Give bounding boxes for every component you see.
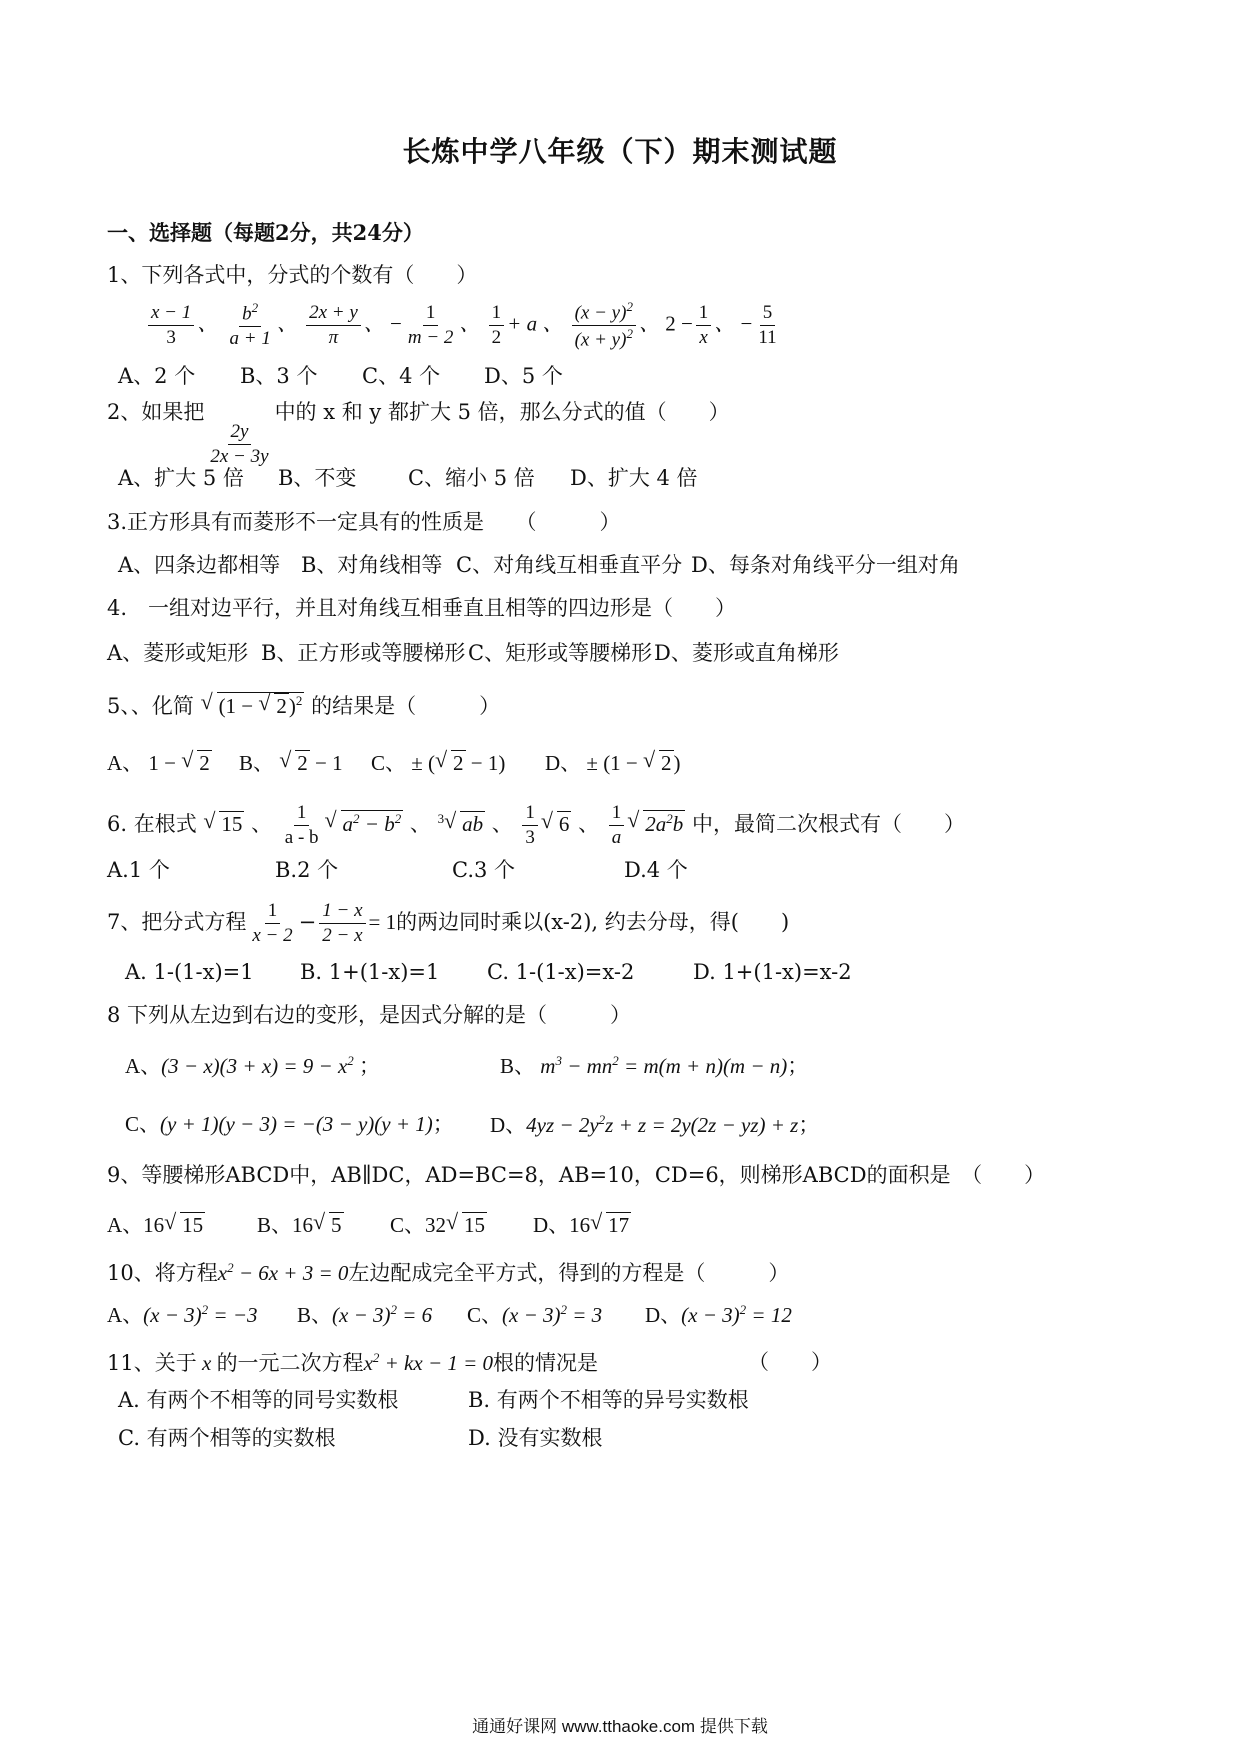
option-c: C、32√ 15	[390, 1212, 533, 1238]
question-11-paren: （ ）	[748, 1350, 832, 1374]
option-b: B、不变	[278, 466, 357, 490]
question-11-option-b: B. 有两个不相等的异号实数根	[468, 1388, 749, 1412]
question-2-options	[118, 466, 698, 491]
option-c: C、矩形或等腰梯形	[468, 641, 653, 665]
option-d: D、 ± (1 − √ 2)	[545, 750, 681, 776]
question-9-options	[107, 1212, 631, 1238]
option-b: B、3 个	[240, 364, 318, 388]
question-5-stem: 5、、化简 √ (1 − √ 2)$^2$ 的结果是（ ）	[107, 692, 500, 719]
option-a: A、扩大 5 倍	[118, 466, 244, 490]
option-b: B、 √ 2 − 1	[239, 750, 371, 776]
option-d: D、$(x - 3)^2 = 12$	[645, 1302, 792, 1327]
option-c: C、缩小 5 倍	[408, 466, 535, 490]
question-11-option-c: C. 有两个相等的实数根	[118, 1426, 336, 1450]
option-b: B. 1+(1-x)=1	[300, 960, 440, 984]
question-5-options	[107, 750, 681, 776]
question-1-expressions: $\frac{x - 1}{3}$ 、 $\frac{b^2}{a + 1}$ 、 $\frac{2x + y}{\pi}$ 、 − $\frac{1}{m - 2}$ 、 $\frac{1}{2}$ + a 、 $\frac{(x - y)^2}{(x + y)^2}$ 、 2 − $\frac{1}{x}$ 、 − $\frac{5}{11}$	[145, 300, 783, 351]
option-a: A、 1 − √ 2	[107, 750, 239, 776]
option-a: A、16√ 15	[107, 1212, 257, 1238]
question-4-options	[107, 641, 839, 666]
option-a: A、2 个	[118, 364, 196, 388]
option-a: A、$(x - 3)^2 = -3$	[107, 1302, 258, 1327]
option-d: D、菱形或直角梯形	[654, 641, 839, 665]
option-d: D、每条对角线平分一组对角	[691, 553, 960, 577]
option-d: D、16√ 17	[533, 1212, 631, 1238]
question-8-option-b: B、 $m^3 - mn^2 = m(m + n)(m - n)$；	[500, 1053, 809, 1078]
question-7-stem: 7、把分式方程 $\frac{1}{x - 2}$ − $\frac{1 - x}{2 - x}$ = 1的两边同时乘以(x-2), 约去分母，得( )	[107, 900, 790, 946]
option-b: B、对角线相等	[301, 553, 443, 577]
option-c: C、对角线互相垂直平分	[456, 553, 683, 577]
question-10-stem: 10、将方程$x^2 - 6x + 3 = 0$左边配成完全平方式，得到的方程是（ ）	[107, 1260, 790, 1285]
option-b: B、$(x - 3)^2 = 6$	[297, 1302, 433, 1327]
question-1-options	[118, 364, 563, 389]
question-2-stem: 2、如果把 $\frac{2y}{2x - 3y}$ 中的 x 和 y 都扩大 5 倍，那么分式的值（ ）	[107, 400, 730, 467]
question-7-options	[125, 960, 852, 985]
option-b: B、正方形或等腰梯形	[261, 641, 466, 665]
option-c: C、4 个	[362, 364, 441, 388]
footer-credit: 通通好课网 www.tthaoke.com 提供下载	[472, 1717, 768, 1736]
question-11-stem: 11、关于 x 的一元二次方程$x^2$ + kx − 1 = 0根的情况是	[107, 1350, 599, 1375]
question-3-options	[118, 553, 960, 578]
option-c: C.3 个	[452, 858, 516, 882]
question-8-stem: 8 下列从左边到右边的变形，是因式分解的是（ ）	[107, 1003, 632, 1027]
question-11-option-d: D. 没有实数根	[468, 1426, 603, 1450]
question-11-option-a: A. 有两个不相等的同号实数根	[118, 1388, 399, 1412]
option-a: A、菱形或矩形	[107, 641, 249, 665]
option-d: D、扩大 4 倍	[570, 466, 698, 490]
option-b: B.2 个	[275, 858, 339, 882]
question-4-stem: 4. 一组对边平行，并且对角线互相垂直且相等的四边形是（ ）	[107, 596, 737, 620]
question-8-option-a: A、$(3 - x)(3 + x) = 9 - x^2$ ；	[125, 1053, 381, 1078]
option-a: A、四条边都相等	[118, 553, 281, 577]
option-b: B、16√ 5	[257, 1212, 390, 1238]
question-1-stem: 1、下列各式中，分式的个数有（ ）	[107, 263, 478, 287]
option-d: D、5 个	[484, 364, 563, 388]
question-8-option-d: D、$4yz - 2y^2z + z = 2y(2z - yz) + z$；	[490, 1112, 820, 1137]
question-8-option-c: C、(y + 1)(y − 3) = −(3 − y)(y + 1)；	[125, 1112, 454, 1136]
option-c: C、$(x - 3)^2 = 3$	[467, 1302, 603, 1327]
section-heading: 一、选择题（每题2分，共24分）	[107, 220, 424, 245]
option-a: A. 1-(1-x)=1	[125, 960, 254, 984]
option-c: C. 1-(1-x)=x-2	[487, 960, 635, 984]
option-c: C、 ± (√ 2 − 1)	[371, 750, 545, 776]
question-9-stem: 9、等腰梯形ABCD中，AB∥DC，AD=BC=8，AB=10，CD=6，则梯形ABCD的面积是 （ ）	[107, 1163, 1046, 1187]
question-3-stem: 3.正方形具有而菱形不一定具有的性质是 （ ）	[107, 510, 621, 534]
option-d: D.4 个	[624, 858, 688, 882]
option-a: A.1 个	[107, 858, 170, 882]
page-title: 长炼中学八年级（下）期末测试题	[402, 135, 838, 168]
option-d: D. 1+(1-x)=x-2	[693, 960, 852, 984]
question-6-options	[107, 858, 688, 883]
question-10-options	[107, 1302, 792, 1328]
question-6-stem: 6. 在根式 √ 15 、 $\frac{1}{a - b}$ √ $a^2 - b^2$ 、 $^3$√ ab 、 $\frac{1}{3}$ √ 6 、 $\frac{1}{a}$ √ $2a^2b$ 中，最简二次根式有（ ）	[107, 802, 965, 849]
